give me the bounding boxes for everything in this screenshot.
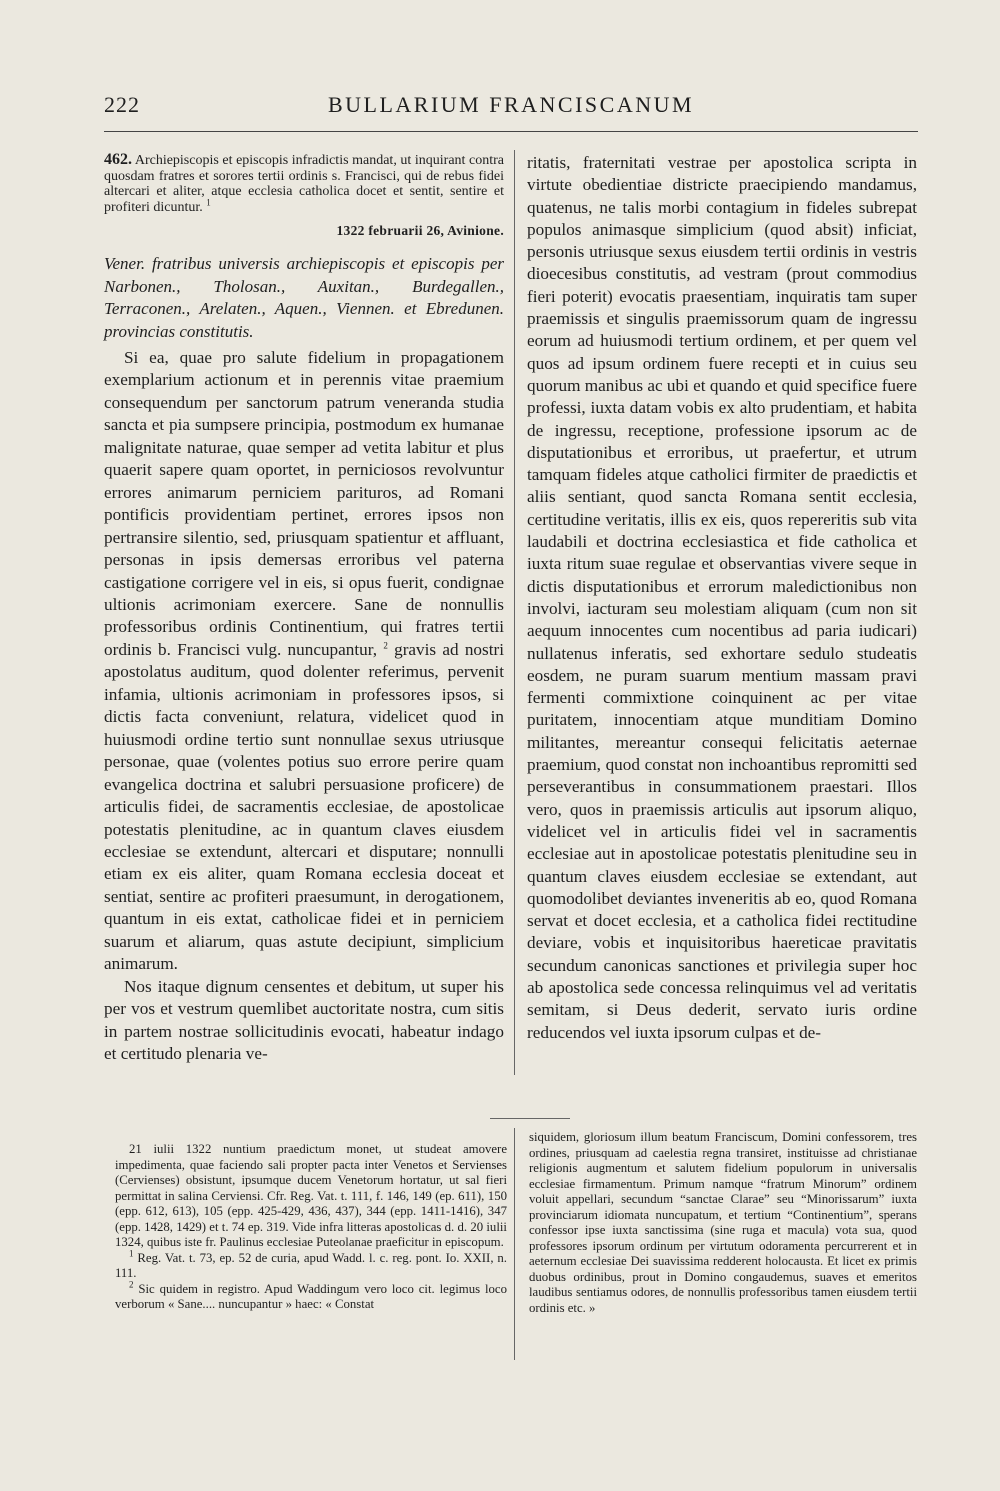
footnote-ref-2: 2 — [383, 640, 388, 651]
document-summary — [104, 152, 504, 215]
footnote-continued: 21 iulii 1322 nuntium praedictum monet, ut studeat amovere impedimenta, quae faciendo sali propter pacta inter Venetos et Servienses (Cervienses) obsistunt, ipsumque ducem Venetorum hortatur, ut sal fieri permittat in salina Cerviensi. Cfr. Reg. Vat. t. 111, f. 146, 149 (ep. 611), 150 (epp. 612, 613), 105 (epp. 425-429, 436, 437), 344 (epp. 1411-1416), 347 (epp. 1428, 1429) et t. 74 ep. 319. Vide infra litteras apostolicas d. d. 20 iulii 1324, quibus iste fr. Paulinus ecclesiae Puteolanae praeficitur in episcopum. — [115, 1142, 507, 1249]
paragraph-2: Nos itaque dignum censentes et debitum, ut super his per vos et vestrum quemlibet auctoritate nostra, cum sitis in partem nostrae sollicitudinis evocati, habeatur indago et certitudo plenaria ve- — [104, 976, 504, 1064]
footnote-1-text: Reg. Vat. t. 73, ep. 52 de curia, apud Wadd. l. c. reg. pont. Io. XXII, n. 111. — [115, 1250, 507, 1280]
footnote-2-continuation: siquidem, gloriosum illum beatum Franciscum, Domini confessorem, tres ordines, priusquam ad caelestia regna transiret, instituisse ad christianae religionis augmentum et salutem fidelium populorum in universalis ecclesiae firmamentum. Primum namque “fratrum Minorum” ordinem voluit appellari, secundum “sanctae Clarae” seu “Minorissarum” iuxta provinciarum idiomata nuncupatum, et tertium “Continentium”, sperans confessor ipse iuxta sanctissima (sine ruga et macula) vota sua, quod professores ipsorum ordinum per virtutum odoramenta percurrerent et in aeternum ecclesiae Dei suavissima redderent holocausta. Et licet ex primis duobus ordinibus, prout in Domino congaudemus, suaves et emeritos laudibus sentiamus odores, de nonnullis professoribus tamen eiusdem tertii ordinis etc. » — [529, 1130, 917, 1315]
paragraph-1-part-a: Si ea, quae pro salute fidelium in propagationem exemplarium actionum et in perennis vitae praemium consequendum per sanctorum patrum veneranda studia sancta et pia sumpsere principia, postmodum ex humanae malignitate naturae, quae semper ad vetita labitur et plus quaerit sapere quam oportet, in perniciosos revolvuntur errores animarum perniciem parituros, ad Romani pontificis providentiam pertinet, errores ipsos non pertransire silentio, sed, priusquam spatientur et affluant, personas in ipsis demersas erroribus vel paterna castigatione corrigere vel in eis, si opus fuerit, condignae ultionis acrimoniam exercere. Sane de nonnullis professoribus ordinis Continentium, qui fratres tertii ordinis b. Francisci vulg. nuncupantur, — [104, 348, 504, 659]
footnote-separator — [490, 1118, 570, 1119]
footnotes-right — [529, 1130, 917, 1316]
paragraph-1-part-b: gravis ad nostri apostolatus auditum, quod dolenter referimus, pervenit infamia, ultionis acrimoniam in professores ipsos, si dictis facta conveniunt, relatura, videlicet quod in huiusmodi ordine tertio sunt nonnullae sexus utriusque personae, quae (volentes potius suo errore perire quam evangelica doctrina et salubri persuasione proficere) de articulis fidei, de sacramentis ecclesiae, de apostolicae potestatis plenitudine, ac in quantum claves eiusdem ecclesiae se extendunt, altercari et disputare; nonnulli etiam ex eis aliter, quam Romana ecclesia doceat et sentiat, sentire ac profiteri praesumunt, in derogationem, quantum in eis extat, catholicae fidei et in perniciem suarum et aliarum, quas astute decipiunt, simplicium animarum. — [104, 639, 504, 974]
document-date: 1322 februarii 26, Avinione. — [336, 223, 504, 239]
footnote-1 — [115, 1248, 507, 1282]
page-number: 222 — [104, 92, 140, 117]
column-divider — [514, 150, 515, 1075]
footnote-1-mark: 1 — [129, 1248, 134, 1259]
footnote-2-text-start: Sic quidem in registro. Apud Waddingum vero loco cit. legimus loco verborum « Sane.... nuncupantur » haec: « Constat — [115, 1281, 508, 1311]
document-number: 462. — [104, 151, 132, 168]
paragraph-1 — [104, 347, 504, 976]
page-header — [104, 92, 918, 126]
left-column — [104, 152, 504, 1066]
document-address: Vener. fratribus universis archiepiscopis et episcopis per Narbonen., Tholosan., Auxitan., Burdegallen., Terraconen., Arelaten., Aquen., Viennen. et Ebredunen. provincias constitutis. — [104, 254, 504, 341]
footnote-2 — [115, 1279, 508, 1313]
header-rule — [104, 131, 918, 132]
footnotes-left — [115, 1142, 507, 1313]
right-column — [527, 152, 917, 1044]
paragraph-2-continuation: ritatis, fraternitati vestrae per apostolica scripta in virtute obedientiae districte praecipiendo mandamus, quatenus, ne talis morbi contagium in fideles subrepat populos animasque simplicium (quod absit) inficiat, personis utriusque sexus eiusdem tertii ordinis in vestris dioecesibus constitutis, ad vestram (prout commodius fieri poterit) evocatis praesentiam, inquiratis tam super praemissis et singulis praemissorum quam de ingressu eorum ad huiusmodi tertium ordinem, et per quem vel quos ad ipsum ordinem fuere recepti et in cuius seu quorum manibus ac ubi et quando et quid specifice fuere professi, iuxta datam vobis ex alto prudentiam, et habita de ingressu, receptione, professione ipsorum ac de disputationibus et erroribus, ut praefertur, et utrum tamquam fideles atque catholici firmiter de praedictis et aliis sentiant, quod sancta Romana sentit ecclesia, certitudine veritatis, illis ex eis, quos repereritis sub vita laudabili et doctrina ecclesiastica et fide catholica et iuxta ritum suae regulae et observantias vivere seque in dictis disputationibus et errorum maledictionibus non involvi, iacturam seu molestiam aliquam (cum non sit aequum innocentes cum nocentibus ad paria iudicari) nullatenus inferatis, sed exhortare sedulo studeatis eosdem, ne puram suarum mentium massam pravi fermenti commixtione coinquinent ac per vitae puritatem, innocentiam atque munditiam Domino militantes, mereantur consequi felicitatis aeternae praemium, quod constat non inchoantibus repromitti sed perseverantibus in consummationem praestari. Illos vero, quos in praemissis articulis aut ipsorum aliquo, videlicet vel in articulis fidei vel in sacramentis ecclesiae aut in apostolicae potestatis plenitudine seu in quantum claves eiusdem ecclesiae se extendant, aut quomodolibet deviantes inveneritis ab eo, quod Romana servat et docet ecclesia, et a catholica fidei rectitudine deviare, vobis et inquisitoribus haereticae pravitatis secundum canonicas sanctiones et privilegia super hoc ab apostolica sede concessa relinquimus vel ad veritatis semitam, si Deus dederit, servato iuris ordine reducendos vel iuxta ipsorum culpas et de- — [527, 153, 917, 1042]
running-title: BULLARIUM FRANCISCANUM — [327, 92, 695, 117]
footnote-ref-1: 1 — [206, 197, 211, 208]
body-text-left — [104, 347, 504, 1066]
summary-text: Archiepiscopis et episcopis infradictis mandat, ut inquirant contra quosdam fratres et sorores tertii ordinis s. Francisci, qui de rebus fidei altercari et aliter, atque ecclesia catholica docet et sentit, sentire et profiteri dicuntur. — [104, 153, 504, 215]
footnote-column-divider — [514, 1128, 515, 1360]
footnote-2-mark: 2 — [129, 1279, 134, 1290]
